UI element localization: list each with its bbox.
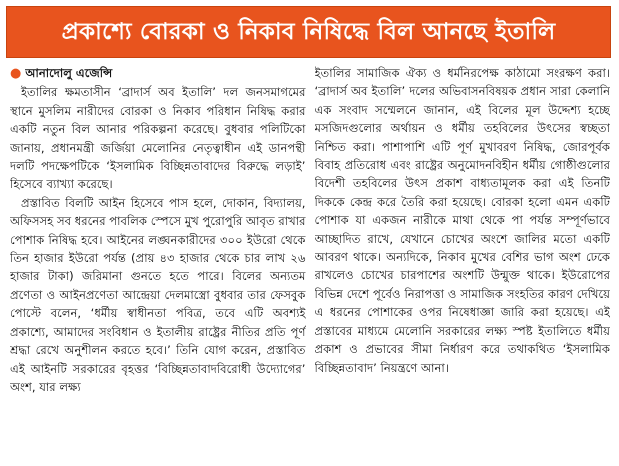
article-column-right bbox=[315, 64, 611, 462]
byline-text: আনাদোলু এজেন্সি bbox=[25, 66, 113, 80]
bullet-icon: ● bbox=[10, 66, 22, 81]
paragraph-2: প্রস্তাবিত বিলটি আইন হিসেবে পাস হলে, দোকান, বিদ্যালয়, অফিসসহ সব ধরনের পাবলিক স্পেসে মুখ পুরোপুরি আবৃত রাখার পোশাক নিষিদ্ধ হবে। আইনের লঙ্ঘনকারীদের ৩০০ ইউরো থেকে তিন হাজার ইউরো পর্যন্ত (প্রায় ৪৩ হাজার থেকে চার লাখ ২৬ হাজার টাকা) জরিমানা গুনতে হতে পারে। বিলের অন্যতম প্রণেতা ও আইনপ্রণেতা আন্দ্রেয়া দেলমাস্ত্রো বুধবার তার ফেসবুক পোস্টে বলেন, ‘ধর্মীয় স্বাধীনতা পবিত্র, তবে এটি অবশ্যই প্রকাশ্যে, আমাদের সংবিধান ও ইতালীয় রাষ্ট্রের নীতির প্রতি পূর্ণ শ্রদ্ধা রেখে অনুশীলন করতে হবে।’ তিনি যোগ করেন, প্রস্তাবিত এই আইনটি সরকারের বৃহত্তর ‘বিচ্ছিন্নতাবাদবিরোধী উদ্যোগের’ অংশ, যার লক্ষ্য bbox=[10, 195, 306, 394]
article-column-left bbox=[10, 64, 306, 462]
byline bbox=[10, 64, 306, 83]
article-body bbox=[10, 64, 610, 462]
headline-banner: প্রকাশ্যে বোরকা ও নিকাব নিষিদ্ধে বিল আনছে ইতালি bbox=[6, 6, 611, 58]
paragraph-3: ইতালির সামাজিক ঐক্য ও ধর্মনিরপেক্ষ কাঠামো সংরক্ষণ করা। ‘ব্রাদার্স অব ইতালি’ দলের অভিবাসনবিষয়ক প্রধান সারা কেলানি এক সংবাদ সম্মেলনে জানান, এই বিলের মূল উদ্দেশ্য হচ্ছে মসজিদগুলোর অর্থায়ন ও ধর্মীয় তহবিলের উৎসের স্বচ্ছতা নিশ্চিত করা। পাশাপাশি এটি পূর্ণ মুখাবরণ নিষিদ্ধ, জোরপূর্বক বিবাহ প্রতিরোধ এবং রাষ্ট্রের অনুমোদনবিহীন ধর্মীয় গোষ্ঠীগুলোর বিদেশী তহবিলের উৎস প্রকাশ বাধ্যতামূলক করা এই তিনটি দিককে কেন্দ্র করে তৈরি করা হয়েছে। বোরকা হলো এমন একটি পোশাক যা একজন নারীকে মাথা থেকে পা পর্যন্ত সম্পূর্ণভাবে আচ্ছাদিত রাখে, যেখানে চোখের অংশে জালির মতো একটি আবরণ থাকে। অন্যদিকে, নিকাব মুখের বেশির ভাগ অংশ ঢেকে রাখলেও চোখের চারপাশের অংশটি উন্মুক্ত থাকে। ইউরোপের বিভিন্ন দেশে পূর্বেও নিরাপত্তা ও সামাজিক সংহতির কারণ দেখিয়ে এ ধরনের পোশাকের ওপর নিষেধাজ্ঞা জারি করা হয়েছে। এই প্রস্তাবের মাধ্যমে মেলোনি সরকারের লক্ষ্য স্পষ্ট ইতালিতে ধর্মীয় প্রকাশ ও প্রভাবের সীমা নির্ধারণ করে তথাকথিত ‘ইসলামিক বিচ্ছিন্নতাবাদ’ নিয়ন্ত্রণে আনা। bbox=[314, 66, 610, 375]
paragraph-1: ইতালির ক্ষমতাসীন ‘ব্রাদার্স অব ইতালি’ দল জনসমাগমের স্থানে মুসলিম নারীদের বোরকা ও নিকাব পরিধান নিষিদ্ধ করার একটি নতুন বিল আনার পরিকল্পনা করেছে। বুধবার পলিটিকো জানায়, প্রধানমন্ত্রী জর্জিয়া মেলোনির নেতৃত্বাধীন এই ডানপন্থী দলটি পদক্ষেপটিকে ‘ইসলামিক বিচ্ছিন্নতাবাদের বিরুদ্ধে লড়াই’ হিসেবে ব্যাখ্যা করেছে। bbox=[10, 85, 306, 192]
